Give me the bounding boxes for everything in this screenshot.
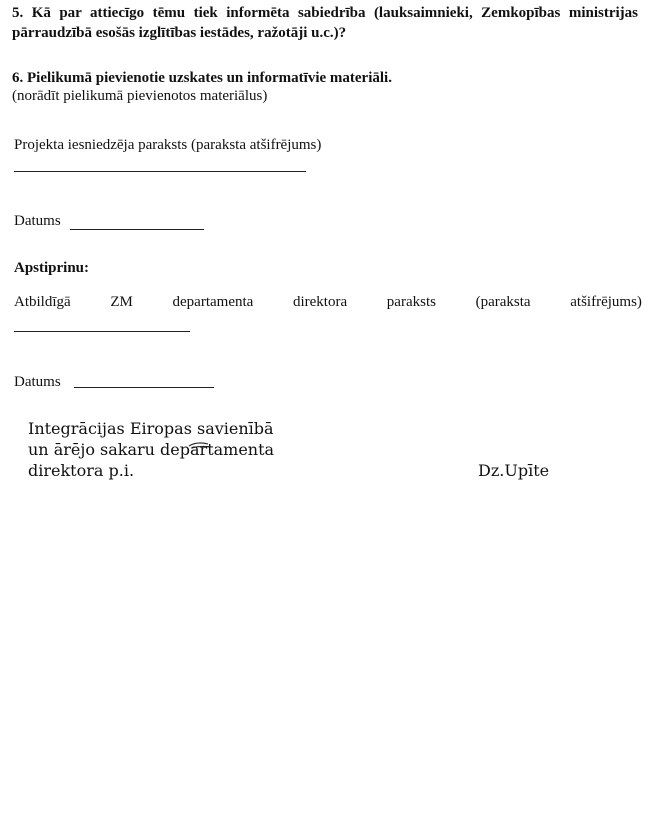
director-signature-line: [14, 331, 190, 332]
applicant-signature-line: [14, 171, 306, 172]
director-signature-word: ZM: [110, 294, 133, 310]
stamp-block: [28, 418, 274, 481]
director-signature-word: departamenta: [172, 294, 254, 310]
section-6-title: 6. Pielikumā pievienotie uzskates un informatīvie materiāli.: [12, 70, 392, 86]
director-signature-label: [14, 293, 642, 311]
approve-heading: Apstiprinu:: [14, 260, 90, 276]
signature-mark-icon: [188, 440, 214, 450]
stamp-line-1: Integrācijas Eiropas savienībā: [28, 419, 274, 438]
applicant-signature-label: Projekta iesniedzēja paraksts (paraksta atšifrējums): [14, 137, 322, 153]
director-signature-word: (paraksta: [475, 294, 531, 310]
signatory-name: Dz.Upīte: [478, 461, 550, 480]
date-2-label: Datums: [14, 374, 61, 390]
date-1-label: Datums: [14, 213, 61, 229]
date-2-line: [74, 387, 214, 388]
director-signature-word: atšifrējums): [570, 294, 642, 310]
director-signature-word: paraksts: [386, 294, 436, 310]
stamp-line-2: un ārējo sakaru departamenta: [28, 440, 275, 459]
section-6-note: (norādīt pielikumā pievienotos materiālus): [12, 88, 268, 104]
director-signature-word: Atbildīgā: [14, 294, 71, 310]
date-1-line: [70, 229, 204, 230]
section-5-question: 5. Kā par attiecīgo tēmu tiek informēta sabiedrība (lauksaimnieki, Zemkopības ministrijas pārraudzībā esošās izglītības iestādes, ražotāji u.c.)?: [12, 5, 638, 41]
director-signature-word: direktora: [292, 294, 348, 310]
stamp-line-3: direktora p.i.: [28, 461, 135, 480]
